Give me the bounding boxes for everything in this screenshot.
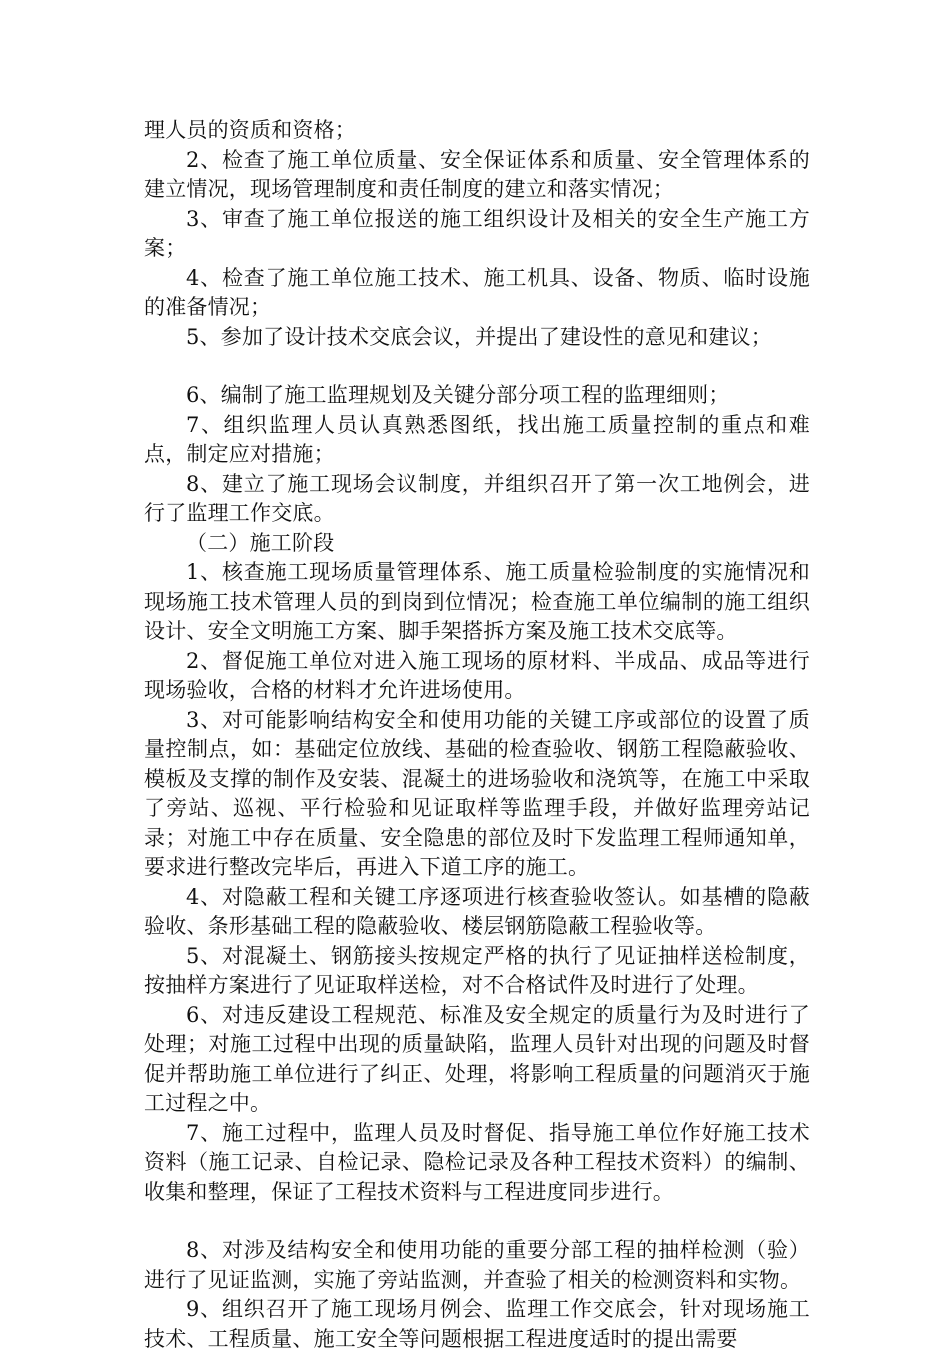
paragraph-item-8: 8、建立了施工现场会议制度，并组织召开了第一次工地例会，进行了监理工作交底。 [144, 471, 810, 525]
paragraph-stage-item-7: 7、施工过程中，监理人员及时督促、指导施工单位作好施工技术资料（施工记录、自检记录、隐检记录及各种工程技术资料）的编制、收集和整理，保证了工程技术资料与工程进度同步进行。 [144, 1120, 810, 1204]
paragraph-stage-item-1: 1、核查施工现场质量管理体系、施工质量检验制度的实施情况和现场施工技术管理人员的到岗到位情况；检查施工单位编制的施工组织设计、安全文明施工方案、脚手架搭拆方案及施工技术交底等。 [144, 560, 810, 643]
paragraph-item-7: 7、组织监理人员认真熟悉图纸，找出施工质量控制的重点和难点，制定应对措施； [144, 412, 810, 466]
document-page [144, 116, 810, 1354]
section-heading-construction-stage: （二）施工阶段 [186, 530, 335, 555]
paragraph-stage-item-8: 8、对涉及结构安全和使用功能的重要分部工程的抽样检测（验）进行了见证监测，实施了旁站监测，并查验了相关的检测资料和实物。 [144, 1238, 810, 1292]
paragraph-stage-item-5: 5、对混凝土、钢筋接头按规定严格的执行了见证抽样送检制度，按抽样方案进行了见证取样送检，对不合格试件及时进行了处理。 [144, 943, 810, 997]
paragraph-stage-item-3: 3、对可能影响结构安全和使用功能的关键工序或部位的设置了质量控制点，如：基础定位放线、基础的检查验收、钢筋工程隐蔽验收、模板及支撑的制作及安装、混凝土的进场验收和浇筑等，在施工中采取了旁站、巡视、平行检验和见证取样等监理手段，并做好监理旁站记录；对施工中存在质量、安全隐患的部位及时下发监理工程师通知单，要求进行整改完毕后，再进入下道工序的施工。 [144, 707, 810, 879]
paragraph-continuation: 理人员的资质和资格； [144, 118, 356, 142]
blank-line [144, 352, 810, 381]
paragraph-item-5: 5、参加了设计技术交底会议，并提出了建设性的意见和建议； [186, 324, 772, 349]
paragraph-item-3: 3、审查了施工单位报送的施工组织设计及相关的安全生产施工方案； [144, 206, 810, 260]
blank-line [144, 1207, 810, 1236]
paragraph-item-2: 2、检查了施工单位质量、安全保证体系和质量、安全管理体系的建立情况，现场管理制度和责任制度的建立和落实情况； [144, 147, 810, 201]
paragraph-stage-item-6: 6、对违反建设工程规范、标准及安全规定的质量行为及时进行了处理；对施工过程中出现的质量缺陷，监理人员针对出现的问题及时督促并帮助施工单位进行了纠正、处理，将影响工程质量的问题消灭于施工过程之中。 [144, 1002, 810, 1115]
paragraph-stage-item-2: 2、督促施工单位对进入施工现场的原材料、半成品、成品等进行现场验收，合格的材料才允许进场使用。 [144, 648, 810, 702]
paragraph-stage-item-9: 9、组织召开了施工现场月例会、监理工作交底会，针对现场施工技术、工程质量、施工安全等问题根据工程进度适时的提出需要 [144, 1297, 810, 1351]
paragraph-item-4: 4、检查了施工单位施工技术、施工机具、设备、物质、临时设施的准备情况； [144, 265, 810, 319]
paragraph-stage-item-4: 4、对隐蔽工程和关键工序逐项进行核查验收签认。如基槽的隐蔽验收、条形基础工程的隐蔽验收、楼层钢筋隐蔽工程验收等。 [144, 884, 810, 938]
paragraph-item-6: 6、编制了施工监理规划及关键分部分项工程的监理细则； [186, 383, 730, 407]
